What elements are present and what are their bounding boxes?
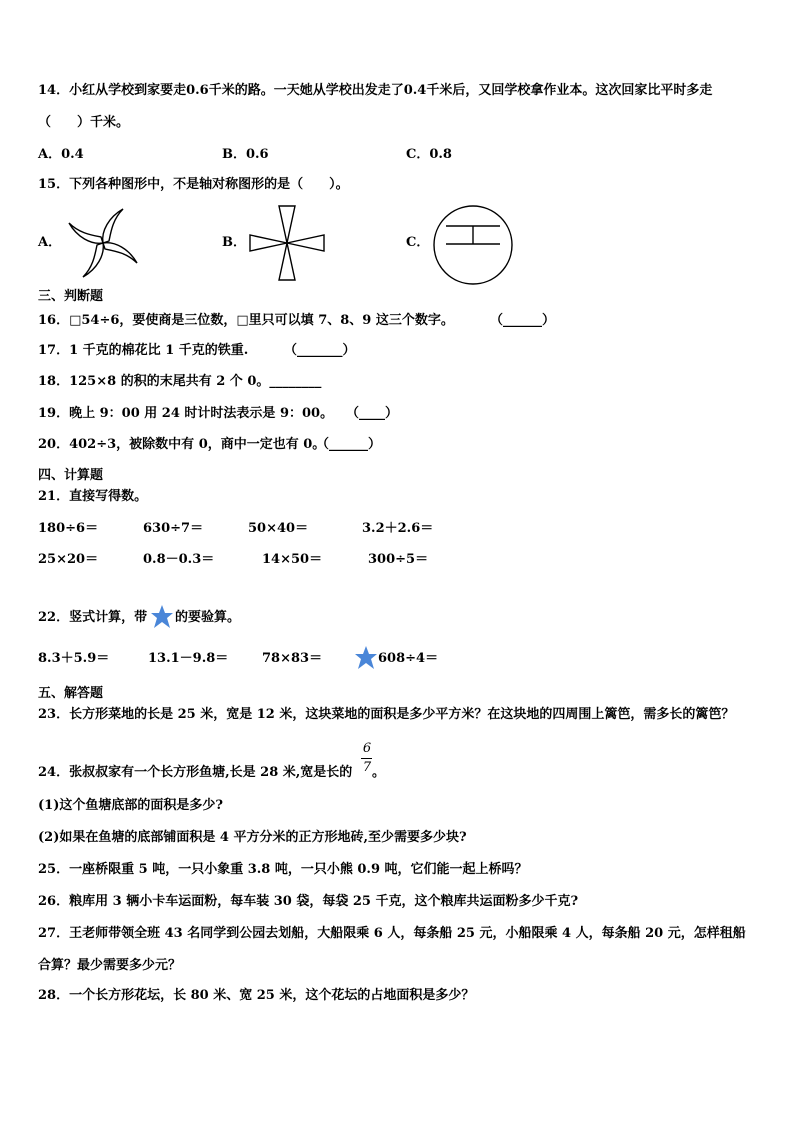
bowtie-figure bbox=[248, 204, 326, 282]
q19-text: 19．晚上 9：00 用 24 时计时法表示是 9：00。 bbox=[38, 406, 334, 421]
q20-blank: （______） bbox=[316, 437, 382, 452]
q28-text: 28．一个长方形花坛，长 80 米、宽 25 米，这个花坛的占地面积是多少？ bbox=[38, 988, 475, 1003]
q14-text: 14．小红从学校到家要走0.6千米的路。一天她从学校出发走了0.4千米后，又回学校拿作业本。这次回家比平时多走 bbox=[38, 83, 713, 98]
q25-text: 25．一座桥限重 5 吨，一只小象重 3.8 吨，一只小熊 0.9 吨，它们能一起上桥吗？ bbox=[38, 862, 528, 877]
q21-item: 3.2＋2.6＝ bbox=[362, 521, 434, 536]
q21-item: 300÷5＝ bbox=[368, 552, 429, 567]
q15-label-a: A． bbox=[38, 235, 62, 250]
q14-option-c: C．0.8 bbox=[406, 147, 452, 162]
q15-text: 15．下列各种图形中，不是轴对称图形的是（ ）。 bbox=[38, 177, 349, 192]
q24-fraction-denominator: 7 bbox=[362, 760, 372, 775]
q17-text: 17．1 千克的棉花比 1 千克的铁重. bbox=[38, 343, 249, 358]
q15-label-b: B． bbox=[222, 235, 246, 250]
q21-item: 630÷7＝ bbox=[143, 521, 204, 536]
circle-symbol-figure bbox=[432, 204, 514, 286]
q19-blank: （____） bbox=[346, 406, 399, 421]
q23-text: 23．长方形菜地的长是 25 米，宽是 12 米，这块菜地的面积是多少平方米？在这块地的四周围上篱笆，需多长的篱笆？ bbox=[38, 707, 735, 722]
q24-fraction-bar bbox=[361, 758, 372, 759]
pinwheel-figure bbox=[64, 204, 142, 282]
q21-item: 50×40＝ bbox=[248, 521, 309, 536]
star-icon bbox=[150, 604, 174, 630]
q14-option-b: B．0.6 bbox=[222, 147, 269, 162]
q21-item: 180÷6＝ bbox=[38, 521, 99, 536]
q17-blank: （_______） bbox=[284, 343, 356, 358]
q22-item: 13.1－9.8＝ bbox=[148, 651, 229, 666]
q16-blank: （______） bbox=[490, 313, 556, 328]
star-icon bbox=[354, 645, 378, 671]
q27-line2: 合算？最少需要多少元？ bbox=[38, 958, 182, 973]
q14-text2: （ ）千米。 bbox=[38, 115, 130, 130]
section-answer-title: 五、解答题 bbox=[38, 686, 104, 701]
section-calculation-title: 四、计算题 bbox=[38, 468, 104, 483]
q21-item: 25×20＝ bbox=[38, 552, 99, 567]
q24-text: 24．张叔叔家有一个长方形鱼塘,长是 28 米,宽是长的 bbox=[38, 765, 353, 780]
q22-item: 8.3＋5.9＝ bbox=[38, 651, 110, 666]
q22-item: 78×83＝ bbox=[262, 651, 323, 666]
q27-line1: 27．王老师带领全班 43 名同学到公园去划船，大船限乘 6 人，每条船 25 元，小船限乘 4 人，每条船 20 元，怎样租船 bbox=[38, 926, 746, 941]
q18-text: 18．125×8 的积的末尾共有 2 个 0。________ bbox=[38, 374, 322, 389]
q21-item: 0.8－0.3＝ bbox=[143, 552, 215, 567]
q20-text: 20．402÷3，被除数中有 0，商中一定也有 0。 bbox=[38, 437, 326, 452]
q22-text-a: 22．竖式计算，带 bbox=[38, 610, 148, 625]
q26-text: 26．粮库用 3 辆小卡车运面粉，每车装 30 袋，每袋 25 千克，这个粮库共运面粉多少千克? bbox=[38, 894, 579, 909]
section-judgement-title: 三、判断题 bbox=[38, 289, 104, 304]
q14-option-a: A．0.4 bbox=[38, 147, 84, 162]
q24-sub2: (2)如果在鱼塘的底部铺面积是 4 平方分米的正方形地砖,至少需要多少块? bbox=[38, 830, 467, 845]
q16-text: 16．□54÷6，要使商是三位数，□里只可以填 7、8、9 这三个数字。 bbox=[38, 313, 454, 328]
q22-text-b: 的要验算。 bbox=[175, 610, 241, 625]
q21-item: 14×50＝ bbox=[262, 552, 323, 567]
q15-label-c: C． bbox=[406, 235, 430, 250]
q24-fraction-numerator: 6 bbox=[362, 741, 372, 756]
q21-text: 21．直接写得数。 bbox=[38, 489, 148, 504]
q24-sub1: (1)这个鱼塘底部的面积是多少? bbox=[38, 798, 223, 813]
q24-end: 。 bbox=[372, 765, 386, 780]
q22-item: 608÷4＝ bbox=[378, 651, 439, 666]
